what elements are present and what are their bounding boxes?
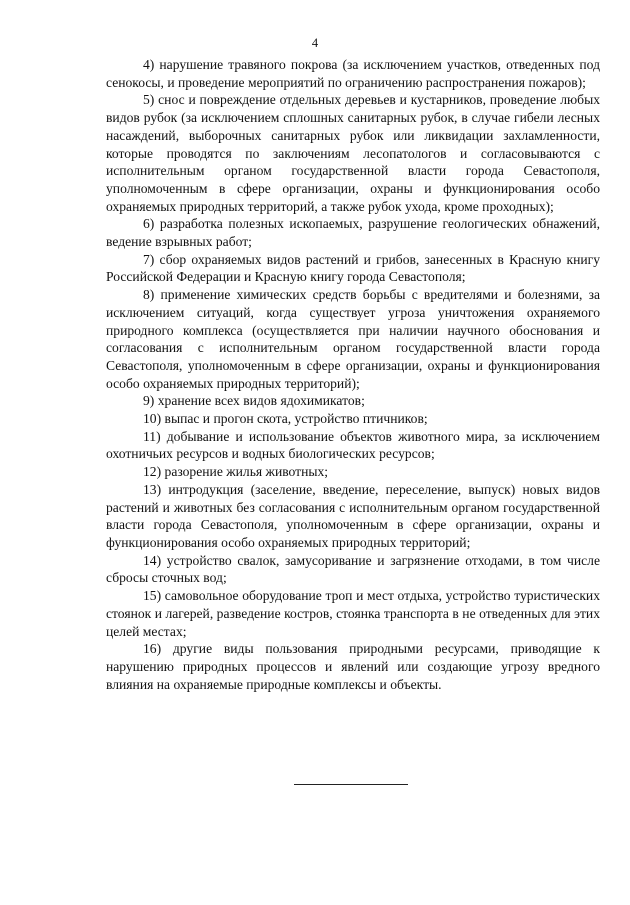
list-item: 9) хранение всех видов ядохимикатов; <box>143 393 365 409</box>
list-item: 11) добывание и использование объектов животного мира, за исключением охотничьих ресурсов и водных биологических ресурсов; <box>106 428 600 462</box>
list-item: 8) применение химических средств борьбы с вредителями и болезнями, за исключением ситуаций, когда существует угроза уничтожения охраняемого природного комплекса (осуществляется при наличии научного обоснования и согласования с исполнительным органом государственной власти города Севастополя, уполномоченным в сфере организации, охраны и функционирования особо охраняемых природных территорий); <box>106 287 600 391</box>
end-separator-line <box>294 784 408 785</box>
list-item: 14) устройство свалок, замусоривание и загрязнение отходами, в том числе сбросы сточных вод; <box>106 552 600 586</box>
list-item: 10) выпас и прогон скота, устройство птичников; <box>143 411 428 427</box>
list-item: 15) самовольное оборудование троп и мест отдыха, устройство туристических стоянок и лагерей, разведение костров, стоянка транспорта в не отведенных для этих целей местах; <box>106 588 600 639</box>
list-item: 12) разорение жилья животных; <box>143 464 329 480</box>
document-body <box>106 56 600 693</box>
list-item: 4) нарушение травяного покрова (за исключением участков, отведенных под сенокосы, и проведение мероприятий по ограничению распространения пожаров); <box>106 57 600 90</box>
list-item: 7) сбор охраняемых видов растений и грибов, занесенных в Красную книгу Российской Федерации и Красную книгу города Севастополя; <box>106 251 600 285</box>
list-item: 5) снос и повреждение отдельных деревьев и кустарников, проведение любых видов рубок (за исключением сплошных санитарных рубок, в случае гибели лесных насаждений, выборочных санитарных рубок или ликвидации захламленности, которые проводятся по заключениям лесопатологов и согласовываются с исполнительным органом государственной власти города Севастополя, уполномоченным в сфере организации, охраны и функционирования особо охраняемых природных территорий, а также рубок ухода, кроме проходных); <box>106 92 600 214</box>
page-number: 4 <box>311 36 319 50</box>
list-item: 16) другие виды пользования природными ресурсами, приводящие к нарушению природных процессов и явлений или создающие угрозу вредного влияния на охраняемые природные комплексы и объекты. <box>106 641 600 692</box>
list-item: 6) разработка полезных ископаемых, разрушение геологических обнажений, ведение взрывных работ; <box>106 216 600 250</box>
list-item: 13) интродукция (заселение, введение, переселение, выпуск) новых видов растений и животных без согласования с исполнительным органом государственной власти города Севастополя, уполномоченным в сфере организации, охраны и функционирования особо охраняемых природных территорий; <box>106 481 600 550</box>
